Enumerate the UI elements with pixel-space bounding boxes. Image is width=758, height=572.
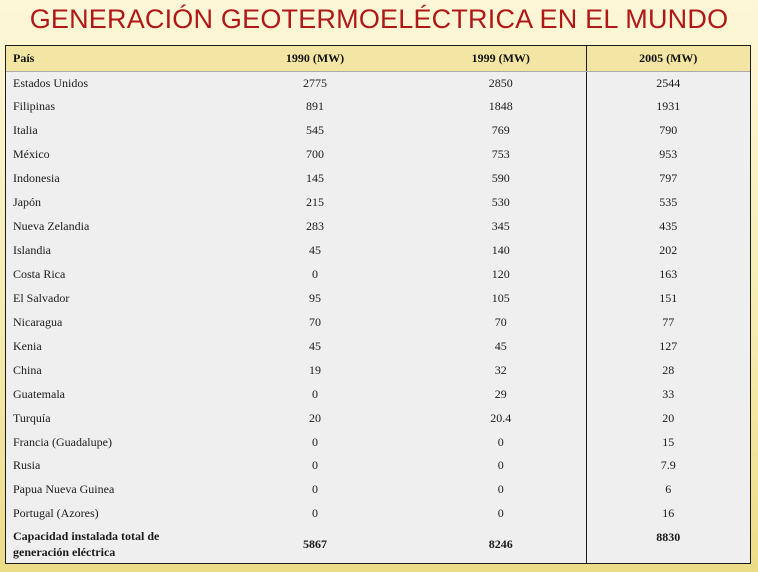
cell-1990: 215 [306,195,324,210]
cell-1990: 95 [309,290,321,305]
cell-1990: 0 [312,266,318,281]
cell-1990: 70 [309,314,321,329]
cell-1990: 45 [309,338,321,353]
cell-country: Italia [13,123,38,138]
cell-2005: 16 [586,502,750,526]
table-body [6,71,750,563]
header-country: País [6,46,214,71]
cell-2005: 77 [586,310,750,334]
cell-1999: 0 [497,506,504,521]
cell-2005: 953 [586,143,750,167]
cell-1990: 45 [309,243,321,258]
cell-country: Francia (Guadalupe) [13,434,112,449]
cell-1999: 45 [494,338,507,353]
cell-1999: 0 [497,434,504,449]
cell-country: Kenia [13,338,42,353]
geothermal-table [5,45,751,564]
page-title: GENERACIÓN GEOTERMOELÉCTRICA EN EL MUNDO [29,4,729,34]
table-row [6,263,750,287]
table-row [6,191,750,215]
cell-country: Estados Unidos [13,75,88,90]
table-row [6,334,750,358]
cell-1999: 20.4 [490,410,512,425]
cell-1999: 769 [491,123,510,138]
cell-2005: 7.9 [586,454,750,478]
cell-1990: 700 [306,147,324,162]
table-row [6,502,750,526]
cell-2005: 28 [586,358,750,382]
cell-2005: 435 [586,215,750,239]
cell-1990: 891 [306,99,324,114]
cell-1999: 70 [494,314,507,329]
cell-1999: 32 [494,362,507,377]
cell-2005: 202 [586,239,750,263]
table-row [6,406,750,430]
total-row [6,526,750,563]
cell-1999: 530 [491,195,510,210]
table-row [6,71,750,95]
cell-country: Portugal (Azores) [13,506,99,521]
table-row [6,286,750,310]
cell-2005: 797 [586,167,750,191]
header-2005: 2005 (MW) [586,46,750,71]
cell-1990: 145 [306,171,324,186]
cell-country: Guatemala [13,386,65,401]
cell-country: Indonesia [13,171,60,186]
cell-1999: 140 [491,243,510,258]
cell-1999: 753 [491,147,510,162]
total-label-line2: generación eléctrica [13,545,116,560]
cell-1990: 0 [312,458,318,473]
cell-1990: 0 [312,482,318,497]
table-row [6,454,750,478]
cell-1999: 345 [491,219,510,234]
table-row [6,478,750,502]
table-header-row [6,46,750,71]
cell-1999: 2850 [488,75,513,90]
cell-1999: 0 [497,482,504,497]
table-row [6,430,750,454]
cell-country: Filipinas [13,99,56,114]
table-row [6,119,750,143]
cell-2005: 163 [586,263,750,287]
header-1990: 1990 (MW) [214,46,416,71]
cell-1990: 0 [312,386,318,401]
cell-2005: 1931 [586,95,750,119]
table-row [6,239,750,263]
total-1999: 8246 [488,536,513,551]
cell-2005: 2544 [586,71,750,95]
cell-1990: 19 [309,362,321,377]
cell-2005: 127 [586,334,750,358]
table-row [6,143,750,167]
cell-country: Nicaragua [13,314,63,329]
cell-country: Turquía [13,410,51,425]
header-1999: 1999 (MW) [416,46,586,71]
table-row [6,382,750,406]
total-label [6,526,214,563]
cell-1990: 0 [312,434,318,449]
cell-1990: 545 [306,123,324,138]
cell-1990: 2775 [303,75,327,90]
cell-2005: 33 [586,382,750,406]
cell-1999: 0 [497,458,504,473]
cell-2005: 535 [586,191,750,215]
cell-2005: 151 [586,286,750,310]
cell-1999: 590 [491,171,510,186]
cell-country: Nueva Zelandia [13,219,90,234]
table-row [6,215,750,239]
cell-country: Costa Rica [13,266,66,281]
cell-1999: 29 [494,386,507,401]
cell-2005: 790 [586,119,750,143]
table-row [6,95,750,119]
cell-2005: 6 [586,478,750,502]
cell-1990: 0 [312,506,318,521]
cell-1999: 1848 [488,99,513,114]
cell-2005: 20 [586,406,750,430]
cell-country: Papua Nueva Guinea [13,482,115,497]
cell-country: Islandia [13,243,51,258]
total-2005: 8830 [586,526,750,563]
cell-1999: 105 [491,290,510,305]
cell-country: China [13,362,42,377]
data-table [6,46,750,563]
cell-1999: 120 [491,266,510,281]
cell-country: El Salvador [13,290,70,305]
total-1990: 5867 [303,536,327,551]
table-row [6,358,750,382]
cell-2005: 15 [586,430,750,454]
cell-1990: 20 [309,410,321,425]
cell-country: Japón [13,195,41,210]
cell-country: Rusia [13,458,41,473]
table-row [6,310,750,334]
cell-1990: 283 [306,219,324,234]
cell-country: México [13,147,50,162]
total-label-line1: Capacidad instalada total de [13,529,160,544]
table-row [6,167,750,191]
